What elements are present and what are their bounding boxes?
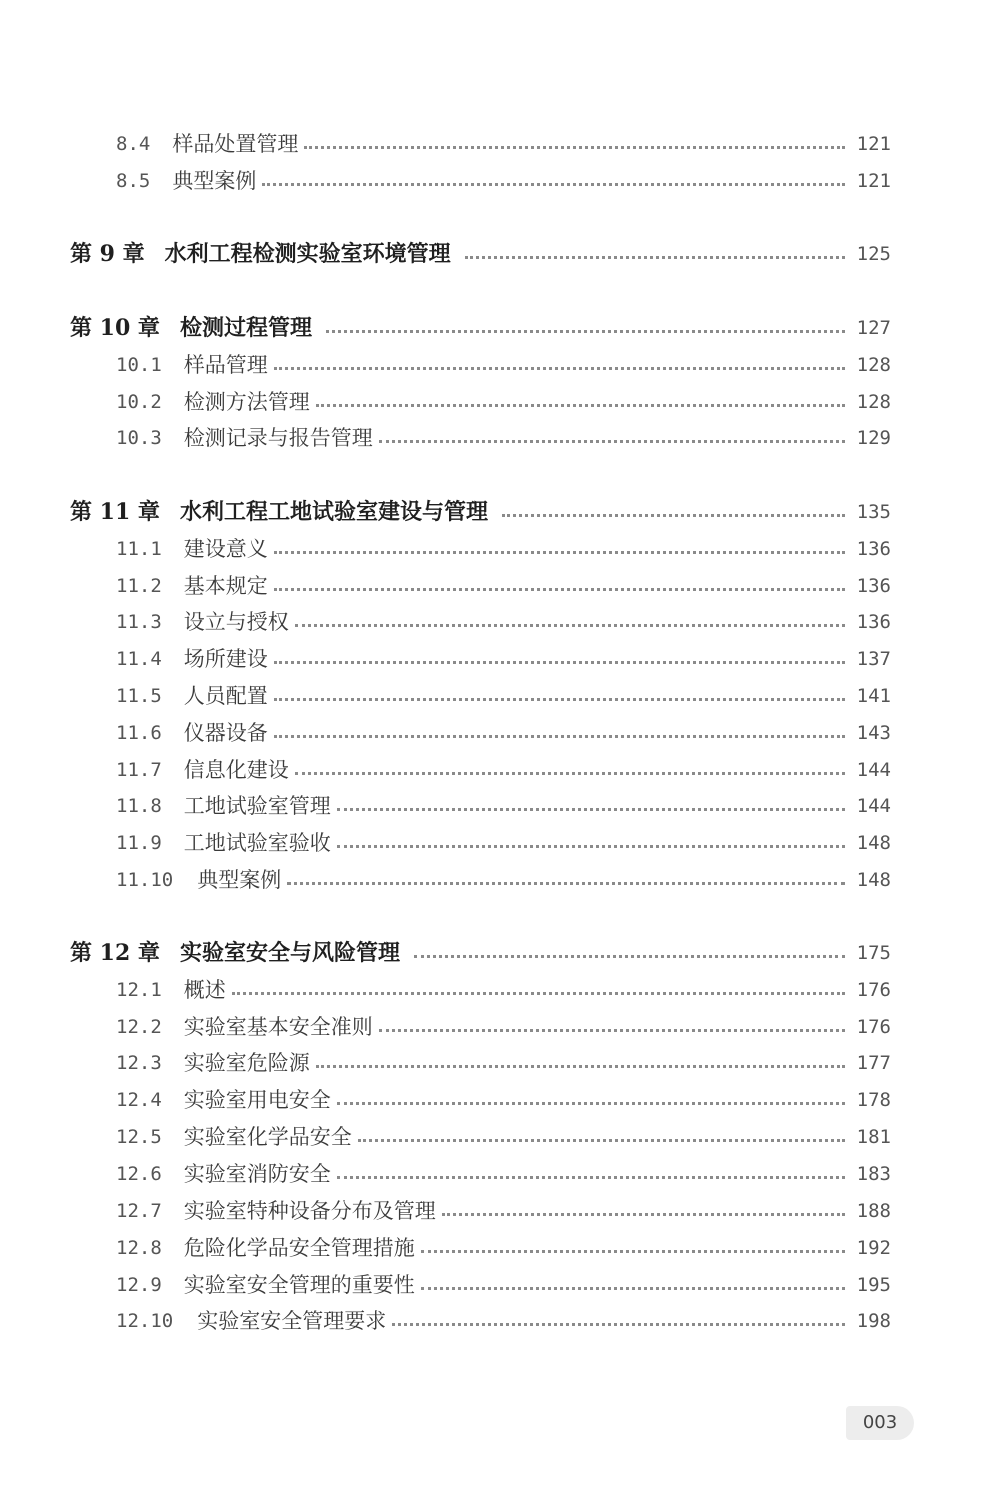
page-ref: 125 [856, 243, 891, 265]
page-ref: 137 [856, 648, 891, 670]
toc-section-entry[interactable] [0, 385, 993, 419]
section-number: 11.3 [116, 611, 162, 633]
dot-leader [316, 1065, 845, 1068]
page-ref: 136 [856, 538, 891, 560]
toc-section-entry[interactable] [0, 348, 993, 382]
section-title: 基本规定 [183, 574, 268, 598]
toc-section-entry[interactable] [0, 164, 993, 198]
page-ref: 176 [856, 1016, 891, 1038]
toc-section-entry[interactable] [0, 1010, 993, 1044]
dot-leader [232, 992, 845, 995]
page-ref: 183 [856, 1163, 891, 1185]
section-title: 实验室安全管理的重要性 [183, 1273, 415, 1297]
page-ref: 176 [856, 979, 891, 1001]
section-number: 12.6 [116, 1163, 162, 1185]
chapter-title: 水利工程工地试验室建设与管理 [179, 499, 488, 525]
dot-leader [502, 514, 845, 517]
page-ref: 148 [856, 832, 891, 854]
chapter-title: 水利工程检测实验室环境管理 [164, 241, 451, 267]
section-title: 实验室用电安全 [183, 1088, 331, 1112]
page-ref: 128 [856, 391, 891, 413]
section-title: 设立与授权 [183, 610, 289, 634]
dot-leader [295, 772, 845, 775]
toc-section-entry[interactable] [0, 1268, 993, 1302]
section-title: 仪器设备 [183, 721, 268, 745]
section-title: 检测方法管理 [183, 390, 310, 414]
section-title: 实验室危险源 [183, 1051, 310, 1075]
dot-leader [274, 551, 845, 554]
page-ref: 121 [856, 170, 891, 192]
page-ref: 181 [856, 1126, 891, 1148]
section-number: 11.2 [116, 575, 162, 597]
section-number: 12.2 [116, 1016, 162, 1038]
page-ref: 195 [856, 1274, 891, 1296]
toc-section-entry[interactable] [0, 1194, 993, 1228]
dot-leader [274, 661, 845, 664]
page-ref: 121 [856, 133, 891, 155]
page-ref: 198 [856, 1310, 891, 1332]
toc-section-entry[interactable] [0, 753, 993, 787]
dot-leader [379, 440, 845, 443]
section-number: 12.8 [116, 1237, 162, 1259]
dot-leader [337, 845, 845, 848]
page-ref: 192 [856, 1237, 891, 1259]
section-number: 8.4 [116, 133, 151, 155]
toc-section-entry[interactable] [0, 605, 993, 639]
toc-section-entry[interactable] [0, 863, 993, 897]
toc-chapter-entry[interactable] [0, 936, 993, 970]
dot-leader [358, 1139, 845, 1142]
section-number: 12.9 [116, 1274, 162, 1296]
page-ref: 144 [856, 795, 891, 817]
section-number: 12.7 [116, 1200, 162, 1222]
section-number: 12.10 [116, 1310, 174, 1332]
section-title: 工地试验室验收 [183, 831, 331, 855]
section-number: 11.7 [116, 759, 162, 781]
page-ref: 188 [856, 1200, 891, 1222]
page-ref: 148 [856, 869, 891, 891]
toc-section-entry[interactable] [0, 569, 993, 603]
toc-section-entry[interactable] [0, 1304, 993, 1338]
section-number: 10.1 [116, 354, 162, 376]
section-title: 实验室安全管理要求 [197, 1309, 387, 1333]
toc-chapter-entry[interactable] [0, 495, 993, 529]
page-ref: 135 [856, 501, 891, 523]
toc-section-entry[interactable] [0, 716, 993, 750]
section-number: 11.8 [116, 795, 162, 817]
toc-section-entry[interactable] [0, 973, 993, 1007]
dot-leader [287, 882, 845, 885]
toc-chapter-entry[interactable] [0, 237, 993, 271]
dot-leader [414, 955, 845, 958]
toc-section-entry[interactable] [0, 127, 993, 161]
page-ref: 128 [856, 354, 891, 376]
section-title: 实验室消防安全 [183, 1162, 331, 1186]
dot-leader [465, 256, 845, 259]
toc-section-entry[interactable] [0, 679, 993, 713]
chapter-number: 第 11 章 [70, 499, 160, 525]
section-title: 建设意义 [183, 537, 268, 561]
section-title: 典型案例 [172, 169, 257, 193]
page-ref: 178 [856, 1089, 891, 1111]
chapter-title: 检测过程管理 [179, 315, 312, 341]
section-title: 样品管理 [183, 353, 268, 377]
dot-leader [337, 808, 845, 811]
section-number: 12.5 [116, 1126, 162, 1148]
dot-leader [295, 624, 845, 627]
dot-leader [337, 1102, 845, 1105]
section-number: 12.1 [116, 979, 162, 1001]
page-ref: 141 [856, 685, 891, 707]
chapter-number: 第 12 章 [70, 940, 160, 966]
section-number: 11.6 [116, 722, 162, 744]
dot-leader [304, 146, 845, 149]
section-title: 典型案例 [197, 868, 282, 892]
dot-leader [274, 735, 845, 738]
page-ref: 144 [856, 759, 891, 781]
toc-section-entry[interactable] [0, 1120, 993, 1154]
toc-section-entry[interactable] [0, 826, 993, 860]
toc-section-entry[interactable] [0, 1046, 993, 1080]
page-ref: 136 [856, 611, 891, 633]
section-number: 11.1 [116, 538, 162, 560]
section-title: 检测记录与报告管理 [183, 426, 373, 450]
dot-leader [421, 1250, 845, 1253]
toc-section-entry[interactable] [0, 421, 993, 455]
toc-section-entry[interactable] [0, 1231, 993, 1265]
page-ref: 127 [856, 317, 891, 339]
page-ref: 136 [856, 575, 891, 597]
section-number: 10.2 [116, 391, 162, 413]
section-number: 12.4 [116, 1089, 162, 1111]
section-title: 场所建设 [183, 647, 268, 671]
section-title: 人员配置 [183, 684, 268, 708]
chapter-number: 第 10 章 [70, 315, 160, 341]
dot-leader [392, 1323, 845, 1326]
chapter-title: 实验室安全与风险管理 [179, 940, 400, 966]
page-ref: 143 [856, 722, 891, 744]
toc-section-entry[interactable] [0, 642, 993, 676]
toc-section-entry[interactable] [0, 1083, 993, 1117]
dot-leader [274, 588, 845, 591]
section-number: 10.3 [116, 427, 162, 449]
chapter-number: 第 9 章 [70, 241, 145, 267]
section-title: 样品处置管理 [172, 132, 299, 156]
section-title: 危险化学品安全管理措施 [183, 1236, 415, 1260]
page-ref: 177 [856, 1052, 891, 1074]
dot-leader [337, 1176, 845, 1179]
dot-leader [274, 698, 845, 701]
section-number: 11.5 [116, 685, 162, 707]
toc-section-entry[interactable] [0, 1157, 993, 1191]
page-ref: 129 [856, 427, 891, 449]
toc-section-entry[interactable] [0, 532, 993, 566]
toc-section-entry[interactable] [0, 789, 993, 823]
section-number: 11.4 [116, 648, 162, 670]
page-ref: 175 [856, 942, 891, 964]
section-title: 信息化建设 [183, 758, 289, 782]
section-title: 实验室特种设备分布及管理 [183, 1199, 436, 1223]
section-title: 工地试验室管理 [183, 794, 331, 818]
dot-leader [421, 1287, 845, 1290]
dot-leader [316, 404, 845, 407]
dot-leader [326, 330, 845, 333]
section-title: 实验室基本安全准则 [183, 1015, 373, 1039]
section-title: 实验室化学品安全 [183, 1125, 352, 1149]
dot-leader [442, 1213, 845, 1216]
section-number: 11.9 [116, 832, 162, 854]
section-number: 12.3 [116, 1052, 162, 1074]
dot-leader [379, 1029, 845, 1032]
section-title: 概述 [183, 978, 226, 1002]
dot-leader [262, 183, 845, 186]
section-number: 11.10 [116, 869, 174, 891]
toc-chapter-entry[interactable] [0, 311, 993, 345]
page-number: 003 [846, 1406, 914, 1440]
dot-leader [274, 367, 845, 370]
section-number: 8.5 [116, 170, 151, 192]
